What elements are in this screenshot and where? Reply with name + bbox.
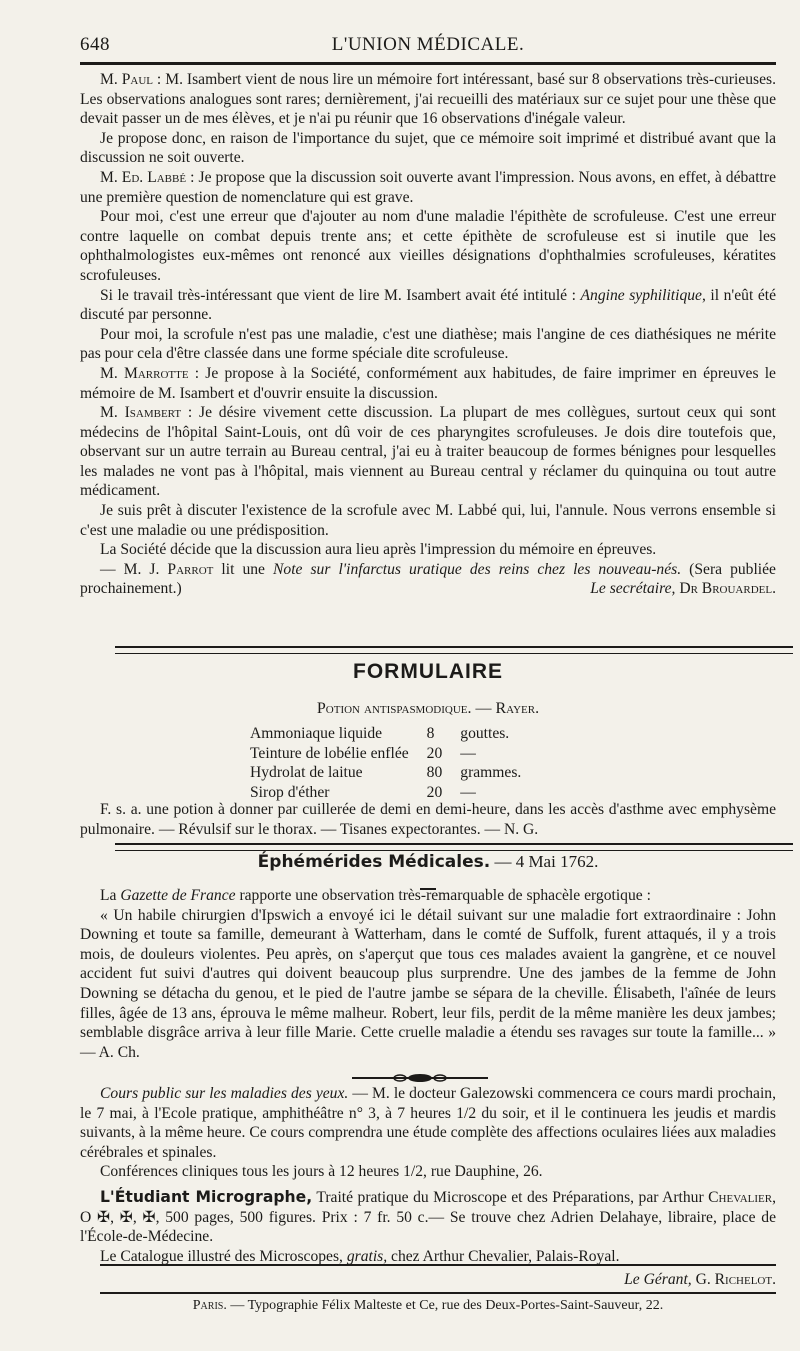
ingredient-quantity: 80 bbox=[426, 764, 443, 782]
potion-instructions: F. s. a. une potion à donner par cuillerée de demi en demi-heure, dans les accès d'asthme avec emphysème pulmonaire. — Révulsif sur le thorax. — Tisanes expectorantes. — N. G. bbox=[80, 801, 776, 838]
ingredient-table bbox=[250, 724, 521, 802]
ornament bbox=[350, 1070, 490, 1080]
ingredient-unit: — bbox=[460, 783, 476, 801]
minutes-paragraph: — M. J. Parrot lit une Note sur l'infarctus uratique des reins chez les nouveau-nés. (Sera publiée prochainement.) bbox=[80, 560, 776, 598]
ingredient-row bbox=[250, 724, 521, 744]
running-title: L'UNION MÉDICALE. bbox=[331, 34, 525, 55]
footer-rule bbox=[100, 1292, 776, 1294]
page-number: 648 bbox=[80, 34, 110, 55]
potion-heading: Potion antispasmodique. — Rayer. bbox=[316, 700, 540, 717]
minutes-paragraph: M. Isambert : Je désire vivement cette discussion. La plupart de mes collègues, surtout ceux qui sont médecins de l'hôpital Saint-Louis, ont dû voir de ces pharyngites scrofuleuses. Je dois dire toutefois que, observant sur un autre terrain au Bureau central, j'ai eu à traiter beaucoup de formes bénignes pour lesquelles les malades ne vont pas à l'hôpital, mais viennent au Bureau central y réclamer du quinquina ou tout autre médicament. bbox=[80, 404, 776, 500]
ingredient-quantity: 20 bbox=[426, 783, 443, 801]
minutes-paragraph: M. Paul : M. Isambert vient de nous lire un mémoire fort intéressant, basé sur 8 observations très-curieuses. Les observations analogues sont rares; dernièrement, j'ai recueilli des matériaux sur ce sujet pour une thèse que devait passer un de mes élèves, et je n'ai pu réunir que 16 observations d'inégale valeur. bbox=[80, 71, 776, 128]
printer-footer: Paris. — Typographie Félix Malteste et Ce, rue des Deux-Portes-Saint-Sauveur, 22. bbox=[192, 1298, 664, 1313]
ingredient-row bbox=[250, 744, 521, 764]
ornament bbox=[420, 878, 436, 882]
ingredient-name: Sirop d'éther bbox=[250, 783, 330, 801]
minutes-paragraph: M. Ed. Labbé : Je propose que la discussion soit ouverte avant l'impression. Nous avons, en effet, à débattre une première question de nomenclature qui est grave. bbox=[80, 168, 776, 206]
section-divider bbox=[115, 843, 793, 851]
ephemerides-title: Éphémérides Médicales. — 4 Mai 1762. bbox=[257, 852, 599, 872]
ingredient-quantity: 8 bbox=[426, 725, 435, 742]
conferences-notice: Conférences cliniques tous les jours à 12 heures 1/2, rue Dauphine, 26. bbox=[100, 1163, 543, 1181]
secretary-signature: Le secrétaire, Dr Brouardel. bbox=[590, 580, 776, 598]
ingredient-unit: grammes. bbox=[460, 764, 522, 782]
formulaire-title: FORMULAIRE bbox=[353, 660, 503, 683]
society-minutes bbox=[80, 70, 776, 599]
header-rule bbox=[80, 62, 776, 65]
ingredient-name: Hydrolat de laitue bbox=[250, 764, 363, 782]
gerant-signature: Le Gérant, G. Richelot. bbox=[624, 1271, 776, 1288]
minutes-paragraph: La Société décide que la discussion aura lieu après l'impression du mémoire en épreuves. bbox=[100, 541, 657, 559]
ingredient-unit: gouttes. bbox=[460, 725, 510, 742]
ephemerides-body: La Gazette de France rapporte une observation très-remarquable de sphacèle ergotique : « Un habile chirurgien d'Ipswich a envoyé ici le détail suivant sur une maladie fort extraordinaire : John Downing et toute sa famille, demeurant à Watterham, dans le comté de Suffolk, furent attaqués, il y a trois mois, de douleurs violentes. Peu après, on s'aperçut que tous ces malades avaient la gangrène, et ce nouvel accident fut suivi d'autres qui doivent beaucoup plus surprendre. Une des jambes de la femme de John Downing se détacha du genou, et le pied de l'autre jambe se sépara de la cheville. Élisabeth, l'aînée de leurs filles, âgée de 13 ans, éprouva le même malheur. Robert, leur fils, perdit de la même manière les deux jambes; semblable disgrâce arriva à leur fille Marie. Cette cruelle maladie a étendu ses ravages sur toute la famille... » — A. Ch. bbox=[80, 887, 776, 1061]
gerant-rule bbox=[100, 1264, 776, 1266]
ingredient-row bbox=[250, 763, 521, 783]
ingredient-name: Ammoniaque liquide bbox=[250, 725, 383, 742]
minutes-paragraph: Je propose donc, en raison de l'importance du sujet, que ce mémoire soit imprimé et distribué avant que la discussion ne soit ouverte. bbox=[80, 129, 776, 167]
course-notice: Cours public sur les maladies des yeux. — M. le docteur Galezowski commencera ce cours mardi prochain, le 7 mai, à l'Ecole pratique, amphithéâtre n° 3, à 7 heures 1/2 du soir, et il le continuera les jeudis et mardis suivants, à la même heure. Ce cours comprendra une étude complète des affections oculaires liées aux maladies cérébrales et spinales. bbox=[80, 1085, 776, 1161]
catalogue-notice: Le Catalogue illustré des Microscopes, gratis, chez Arthur Chevalier, Palais-Royal. bbox=[100, 1247, 620, 1265]
ingredient-unit: — bbox=[460, 744, 476, 762]
minutes-paragraph: Si le travail très-intéressant que vient de lire M. Isambert avait été intitulé : Angine syphilitique, il n'eût été discuté par personne. bbox=[80, 286, 776, 324]
minutes-paragraph: Je suis prêt à discuter l'existence de la scrofule avec M. Labbé qui, lui, l'annule. Nous verrons ensemble si c'est une maladie ou une prédisposition. bbox=[80, 502, 776, 539]
ingredient-name: Teinture de lobélie enflée bbox=[250, 744, 409, 762]
section-divider bbox=[115, 646, 793, 654]
ingredient-quantity: 20 bbox=[426, 744, 443, 762]
minutes-paragraph: Pour moi, la scrofule n'est pas une maladie, c'est une diathèse; mais l'angine de ces diathésiques ne mérite pas pour cela d'être classée dans une forme spéciale dite scrofuleuse. bbox=[80, 325, 776, 363]
minutes-paragraph: Pour moi, c'est une erreur que d'ajouter au nom d'une maladie l'épithète de scrofuleuse. C'est une erreur contre laquelle on combat depuis trente ans; et cette épithète de scrofuleuse est si inutile que les ophthalmologistes eux-mêmes ont renoncé aux vieilles désignations d'ophthalmies scrofuleuses, kératites scrofuleuses. bbox=[80, 208, 776, 284]
notices bbox=[80, 1084, 776, 1266]
minutes-paragraph: M. Marrotte : Je propose à la Société, conformément aux habitudes, de faire imprimer en épreuves le mémoire de M. Isambert et d'ouvrir ensuite la discussion. bbox=[80, 364, 776, 402]
page-header bbox=[80, 34, 776, 58]
etudiant-notice: L'Étudiant Micrographe, Traité pratique du Microscope et des Préparations, par Arthur Chevalier, O ✠, ✠, ✠, 500 pages, 500 figures. Prix : 7 fr. 50 c.— Se trouve chez Adrien Delahaye, libraire, place de l'École-de-Médecine. bbox=[80, 1187, 776, 1246]
